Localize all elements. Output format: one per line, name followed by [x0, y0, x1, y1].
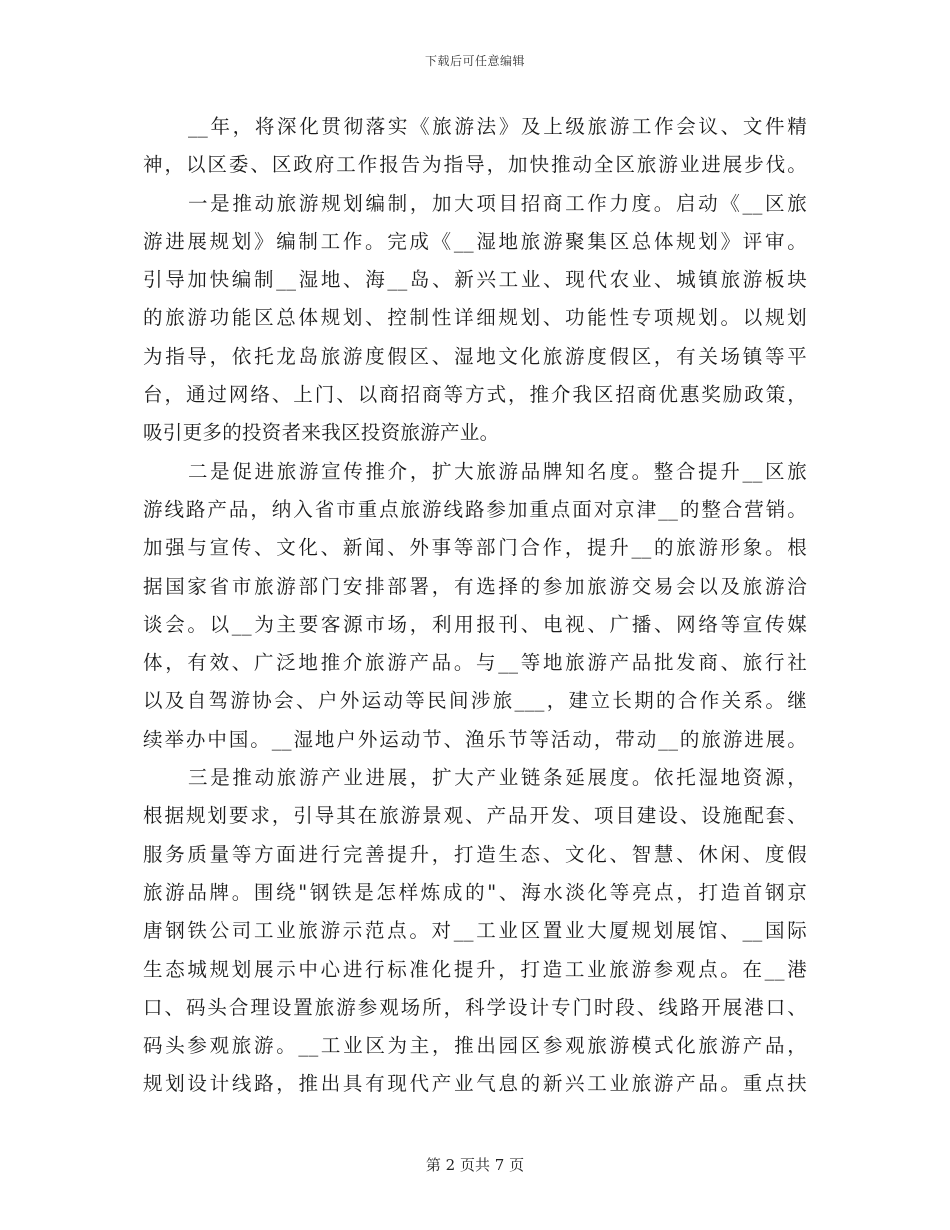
- paragraph-3-line-5: 谈会。以__为主要客源市场，利用报刊、电视、广播、网络等宣传媒: [143, 612, 807, 636]
- paragraph-4-line-6: 生态城规划展示中心进行标准化提升，打造工业旅游参观点。在__港: [143, 957, 807, 981]
- paragraph-2-line-6: 台，通过网络、上门、以商招商等方式，推介我区招商优惠奖励政策，: [143, 383, 807, 407]
- paragraph-2-line-5: 为指导，依托龙岛旅游度假区、湿地文化旅游度假区，有关场镇等平: [143, 344, 807, 368]
- paragraph-2-line-1: 一是推动旅游规划编制，加大项目招商工作力度。启动《__区旅: [188, 191, 807, 215]
- document-body: [143, 108, 807, 1104]
- paragraph-4-line-1: 三是推动旅游产业进展，扩大产业链条延展度。依托湿地资源，: [188, 766, 807, 790]
- paragraph-1-line-2: 神，以区委、区政府工作报告为指导，加快推动全区旅游业进展步伐。: [143, 153, 807, 177]
- paragraph-4-line-8: 码头参观旅游。__工业区为主，推出园区参观旅游模式化旅游产品，: [143, 1034, 807, 1058]
- paragraph-3-line-3: 加强与宣传、文化、新闻、外事等部门合作，提升__的旅游形象。根: [143, 536, 807, 560]
- page-number: 第 2 页共 7 页: [425, 1156, 525, 1174]
- paragraph-4-line-5: 唐钢铁公司工业旅游示范点。对__工业区置业大厦规划展馆、__国际: [143, 919, 807, 943]
- paragraph-4-line-3: 服务质量等方面进行完善提升，打造生态、文化、智慧、休闲、度假: [143, 842, 807, 866]
- paragraph-3-line-4: 据国家省市旅游部门安排部署，有选择的参加旅游交易会以及旅游洽: [143, 574, 807, 598]
- paragraph-2-line-2: 游进展规划》编制工作。完成《__湿地旅游聚集区总体规划》评审。: [143, 229, 807, 253]
- paragraph-4-line-7: 口、码头合理设置旅游参观场所，科学设计专门时段、线路开展港口、: [143, 995, 807, 1019]
- paragraph-4-line-4: 旅游品牌。围绕"钢铁是怎样炼成的"、海水淡化等亮点，打造首钢京: [143, 880, 807, 904]
- paragraph-4-line-9: 规划设计线路，推出具有现代产业气息的新兴工业旅游产品。重点扶: [143, 1072, 807, 1096]
- paragraph-1-line-1: __年，将深化贯彻落实《旅游法》及上级旅游工作会议、文件精: [188, 115, 807, 138]
- page-header: 下载后可任意编辑: [424, 54, 525, 68]
- paragraph-3-line-6: 体，有效、广泛地推介旅游产品。与__等地旅游产品批发商、旅行社: [143, 651, 807, 675]
- paragraph-3-line-1: 二是促进旅游宣传推介，扩大旅游品牌知名度。整合提升__区旅: [188, 459, 807, 483]
- paragraph-3-line-8: 续举办中国。__湿地户外运动节、渔乐节等活动，带动__的旅游进展。: [143, 727, 807, 751]
- paragraph-4-line-2: 根据规划要求，引导其在旅游景观、产品开发、项目建设、设施配套、: [143, 804, 807, 828]
- paragraph-2-line-3: 引导加快编制__湿地、海__岛、新兴工业、现代农业、城镇旅游板块: [143, 268, 807, 292]
- paragraph-3-line-2: 游线路产品，纳入省市重点旅游线路参加重点面对京津__的整合营销。: [143, 497, 807, 521]
- paragraph-2-line-7: 吸引更多的投资者来我区投资旅游产业。: [143, 421, 500, 445]
- paragraph-3-line-7: 以及自驾游协会、户外运动等民间涉旅___，建立长期的合作关系。继: [143, 689, 807, 713]
- paragraph-2-line-4: 的旅游功能区总体规划、控制性详细规划、功能性专项规划。以规划: [143, 306, 807, 330]
